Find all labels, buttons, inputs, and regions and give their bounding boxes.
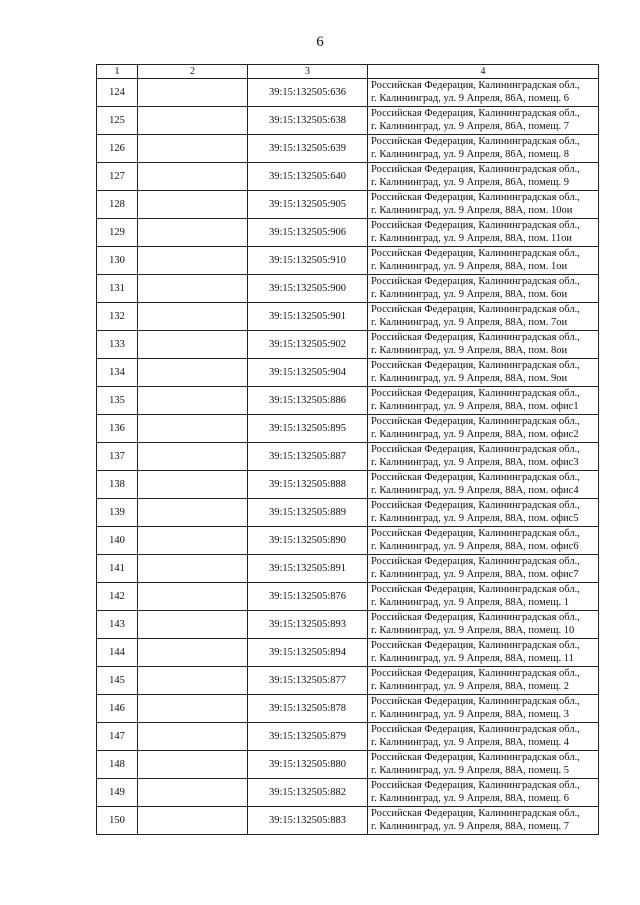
row-column-2 [138, 79, 248, 107]
address-line-2: г. Калининград, ул. 9 Апреля, 88А, пом. 7ои [371, 316, 568, 328]
row-number: 147 [97, 723, 138, 751]
address-line-1: Российская Федерация, Калининградская обл., [371, 108, 580, 119]
table-row [97, 219, 599, 247]
address-line-1: Российская Федерация, Калининградская обл., [371, 388, 580, 399]
address-line-1: Российская Федерация, Калининградская обл., [371, 584, 580, 595]
table-row [97, 751, 599, 779]
cadastral-number: 39:15:132505:879 [248, 723, 368, 751]
address-line-1: Российская Федерация, Калининградская обл., [371, 668, 580, 679]
address-cell [368, 163, 599, 191]
registry-table [96, 64, 599, 835]
table-row [97, 415, 599, 443]
address-cell [368, 499, 599, 527]
table-row [97, 331, 599, 359]
address-line-1: Российская Федерация, Калининградская обл., [371, 808, 580, 819]
address-line-2: г. Калининград, ул. 9 Апреля, 88А, помещ. 4 [371, 736, 569, 748]
table-row [97, 555, 599, 583]
address-line-1: Российская Федерация, Калининградская обл., [371, 724, 580, 735]
address-cell [368, 667, 599, 695]
table-row [97, 247, 599, 275]
cadastral-number: 39:15:132505:891 [248, 555, 368, 583]
address-line-1: Российская Федерация, Калининградская обл., [371, 752, 580, 763]
address-line-2: г. Калининград, ул. 9 Апреля, 88А, пом. 1ои [371, 260, 568, 272]
table-row [97, 583, 599, 611]
cadastral-number: 39:15:132505:894 [248, 639, 368, 667]
address-cell [368, 219, 599, 247]
cadastral-number: 39:15:132505:882 [248, 779, 368, 807]
address-line-1: Российская Федерация, Калининградская обл., [371, 472, 580, 483]
cadastral-number: 39:15:132505:888 [248, 471, 368, 499]
table-row [97, 303, 599, 331]
cadastral-number: 39:15:132505:887 [248, 443, 368, 471]
table-row [97, 191, 599, 219]
row-column-2 [138, 275, 248, 303]
row-column-2 [138, 359, 248, 387]
cadastral-number: 39:15:132505:890 [248, 527, 368, 555]
address-cell [368, 639, 599, 667]
row-number: 127 [97, 163, 138, 191]
row-column-2 [138, 107, 248, 135]
row-number: 132 [97, 303, 138, 331]
address-line-2: г. Калининград, ул. 9 Апреля, 88А, пом. офис3 [371, 456, 579, 468]
page-number: 6 [316, 34, 324, 50]
address-cell [368, 247, 599, 275]
address-cell [368, 107, 599, 135]
address-line-1: Российская Федерация, Калининградская обл., [371, 528, 580, 539]
address-cell [368, 807, 599, 835]
row-column-2 [138, 331, 248, 359]
address-line-2: г. Калининград, ул. 9 Апреля, 88А, помещ. 5 [371, 764, 569, 776]
address-line-1: Российская Федерация, Калининградская обл., [371, 332, 580, 343]
row-number: 140 [97, 527, 138, 555]
table-row [97, 667, 599, 695]
address-cell [368, 583, 599, 611]
table-row [97, 695, 599, 723]
table-row [97, 807, 599, 835]
address-line-1: Российская Федерация, Калининградская обл., [371, 416, 580, 427]
cadastral-number: 39:15:132505:636 [248, 79, 368, 107]
row-number: 135 [97, 387, 138, 415]
row-column-2 [138, 247, 248, 275]
address-line-2: г. Калининград, ул. 9 Апреля, 88А, помещ. 1 [371, 596, 569, 608]
address-line-1: Российская Федерация, Калининградская обл., [371, 136, 580, 147]
address-line-2: г. Калининград, ул. 9 Апреля, 88А, пом. офис4 [371, 484, 579, 496]
row-number: 141 [97, 555, 138, 583]
row-number: 129 [97, 219, 138, 247]
row-column-2 [138, 415, 248, 443]
address-line-2: г. Калининград, ул. 9 Апреля, 88А, пом. 8ои [371, 344, 568, 356]
cadastral-number: 39:15:132505:638 [248, 107, 368, 135]
cadastral-number: 39:15:132505:900 [248, 275, 368, 303]
table-row [97, 359, 599, 387]
address-line-1: Российская Федерация, Калининградская обл., [371, 500, 580, 511]
table-row [97, 779, 599, 807]
address-line-2: г. Калининград, ул. 9 Апреля, 88А, пом. 11ои [371, 232, 572, 244]
table-body [97, 79, 599, 835]
table-row [97, 275, 599, 303]
cadastral-number: 39:15:132505:905 [248, 191, 368, 219]
address-line-2: г. Калининград, ул. 9 Апреля, 88А, пом. офис7 [371, 568, 579, 580]
address-cell [368, 611, 599, 639]
address-line-2: г. Калининград, ул. 9 Апреля, 88А, пом. 10ои [371, 204, 573, 216]
row-column-2 [138, 583, 248, 611]
row-column-2 [138, 751, 248, 779]
row-number: 146 [97, 695, 138, 723]
address-line-2: г. Калининград, ул. 9 Апреля, 88А, помещ. 2 [371, 680, 569, 692]
row-number: 126 [97, 135, 138, 163]
address-line-2: г. Калининград, ул. 9 Апреля, 88А, пом. офис6 [371, 540, 579, 552]
address-line-1: Российская Федерация, Калининградская обл., [371, 164, 580, 175]
cadastral-number: 39:15:132505:901 [248, 303, 368, 331]
address-cell [368, 443, 599, 471]
cadastral-number: 39:15:132505:878 [248, 695, 368, 723]
table-row [97, 135, 599, 163]
address-cell [368, 275, 599, 303]
row-column-2 [138, 163, 248, 191]
row-number: 144 [97, 639, 138, 667]
row-number: 134 [97, 359, 138, 387]
address-line-2: г. Калининград, ул. 9 Апреля, 88А, помещ. 6 [371, 792, 569, 804]
table-row [97, 611, 599, 639]
address-line-1: Российская Федерация, Калининградская обл., [371, 696, 580, 707]
address-line-1: Российская Федерация, Калининградская обл., [371, 640, 580, 651]
row-number: 136 [97, 415, 138, 443]
row-column-2 [138, 555, 248, 583]
address-line-2: г. Калининград, ул. 9 Апреля, 86А, помещ. 8 [371, 148, 569, 160]
address-line-2: г. Калининград, ул. 9 Апреля, 86А, помещ. 6 [371, 92, 569, 104]
cadastral-number: 39:15:132505:906 [248, 219, 368, 247]
row-number: 148 [97, 751, 138, 779]
column-header-1: 1 [97, 65, 138, 79]
column-header-3: 3 [248, 65, 368, 79]
table-row [97, 723, 599, 751]
row-column-2 [138, 779, 248, 807]
address-line-1: Российская Федерация, Калининградская обл., [371, 360, 580, 371]
address-line-2: г. Калининград, ул. 9 Апреля, 88А, помещ. 11 [371, 652, 574, 664]
table-row [97, 527, 599, 555]
cadastral-number: 39:15:132505:639 [248, 135, 368, 163]
address-line-1: Российская Федерация, Калининградская обл., [371, 220, 580, 231]
table-header-row [97, 65, 599, 79]
address-cell [368, 79, 599, 107]
cadastral-number: 39:15:132505:889 [248, 499, 368, 527]
address-cell [368, 387, 599, 415]
address-line-2: г. Калининград, ул. 9 Апреля, 88А, пом. офис2 [371, 428, 579, 440]
address-line-1: Российская Федерация, Калининградская обл., [371, 192, 580, 203]
row-column-2 [138, 471, 248, 499]
address-line-2: г. Калининград, ул. 9 Апреля, 88А, пом. офис1 [371, 400, 579, 412]
row-number: 139 [97, 499, 138, 527]
address-cell [368, 191, 599, 219]
row-column-2 [138, 723, 248, 751]
address-line-2: г. Калининград, ул. 9 Апреля, 88А, помещ. 10 [371, 624, 575, 636]
row-column-2 [138, 639, 248, 667]
address-line-1: Российская Федерация, Калининградская обл., [371, 80, 580, 91]
address-line-2: г. Калининград, ул. 9 Апреля, 88А, пом. офис5 [371, 512, 579, 524]
row-column-2 [138, 527, 248, 555]
address-line-1: Российская Федерация, Калининградская обл., [371, 780, 580, 791]
row-number: 145 [97, 667, 138, 695]
row-column-2 [138, 807, 248, 835]
table-row [97, 163, 599, 191]
row-number: 138 [97, 471, 138, 499]
row-column-2 [138, 611, 248, 639]
table-row [97, 471, 599, 499]
row-number: 143 [97, 611, 138, 639]
cadastral-number: 39:15:132505:904 [248, 359, 368, 387]
cadastral-number: 39:15:132505:877 [248, 667, 368, 695]
row-number: 149 [97, 779, 138, 807]
row-number: 130 [97, 247, 138, 275]
address-cell [368, 555, 599, 583]
address-cell [368, 331, 599, 359]
row-column-2 [138, 443, 248, 471]
address-line-1: Российская Федерация, Калининградская обл., [371, 444, 580, 455]
table-row [97, 499, 599, 527]
cadastral-number: 39:15:132505:640 [248, 163, 368, 191]
address-cell [368, 359, 599, 387]
table-row [97, 79, 599, 107]
address-line-2: г. Калининград, ул. 9 Апреля, 86А, помещ. 9 [371, 176, 569, 188]
address-cell [368, 303, 599, 331]
table-row [97, 107, 599, 135]
row-column-2 [138, 135, 248, 163]
address-line-2: г. Калининград, ул. 9 Апреля, 88А, помещ. 3 [371, 708, 569, 720]
row-number: 137 [97, 443, 138, 471]
address-line-2: г. Калининград, ул. 9 Апреля, 88А, пом. 9ои [371, 372, 568, 384]
cadastral-number: 39:15:132505:902 [248, 331, 368, 359]
address-cell [368, 471, 599, 499]
address-line-1: Российская Федерация, Калининградская обл., [371, 612, 580, 623]
row-number: 128 [97, 191, 138, 219]
address-cell [368, 135, 599, 163]
cadastral-number: 39:15:132505:893 [248, 611, 368, 639]
address-line-1: Российская Федерация, Калининградская обл., [371, 556, 580, 567]
row-column-2 [138, 499, 248, 527]
address-cell [368, 723, 599, 751]
row-number: 150 [97, 807, 138, 835]
address-cell [368, 779, 599, 807]
address-cell [368, 695, 599, 723]
column-header-2: 2 [138, 65, 248, 79]
row-column-2 [138, 219, 248, 247]
cadastral-number: 39:15:132505:876 [248, 583, 368, 611]
column-header-4: 4 [368, 65, 599, 79]
address-line-2: г. Калининград, ул. 9 Апреля, 86А, помещ. 7 [371, 120, 569, 132]
cadastral-number: 39:15:132505:895 [248, 415, 368, 443]
cadastral-number: 39:15:132505:883 [248, 807, 368, 835]
address-line-1: Российская Федерация, Калининградская обл., [371, 248, 580, 259]
address-line-1: Российская Федерация, Калининградская обл., [371, 276, 580, 287]
cadastral-number: 39:15:132505:886 [248, 387, 368, 415]
table-row [97, 443, 599, 471]
row-number: 124 [97, 79, 138, 107]
cadastral-number: 39:15:132505:880 [248, 751, 368, 779]
address-line-2: г. Калининград, ул. 9 Апреля, 88А, помещ. 7 [371, 820, 569, 832]
row-number: 125 [97, 107, 138, 135]
row-number: 131 [97, 275, 138, 303]
row-number: 133 [97, 331, 138, 359]
address-cell [368, 751, 599, 779]
address-cell [368, 415, 599, 443]
table-row [97, 639, 599, 667]
row-column-2 [138, 303, 248, 331]
row-number: 142 [97, 583, 138, 611]
row-column-2 [138, 695, 248, 723]
row-column-2 [138, 191, 248, 219]
row-column-2 [138, 387, 248, 415]
row-column-2 [138, 667, 248, 695]
cadastral-number: 39:15:132505:910 [248, 247, 368, 275]
address-cell [368, 527, 599, 555]
address-line-2: г. Калининград, ул. 9 Апреля, 88А, пом. 6ои [371, 288, 568, 300]
table-row [97, 387, 599, 415]
address-line-1: Российская Федерация, Калининградская обл., [371, 304, 580, 315]
